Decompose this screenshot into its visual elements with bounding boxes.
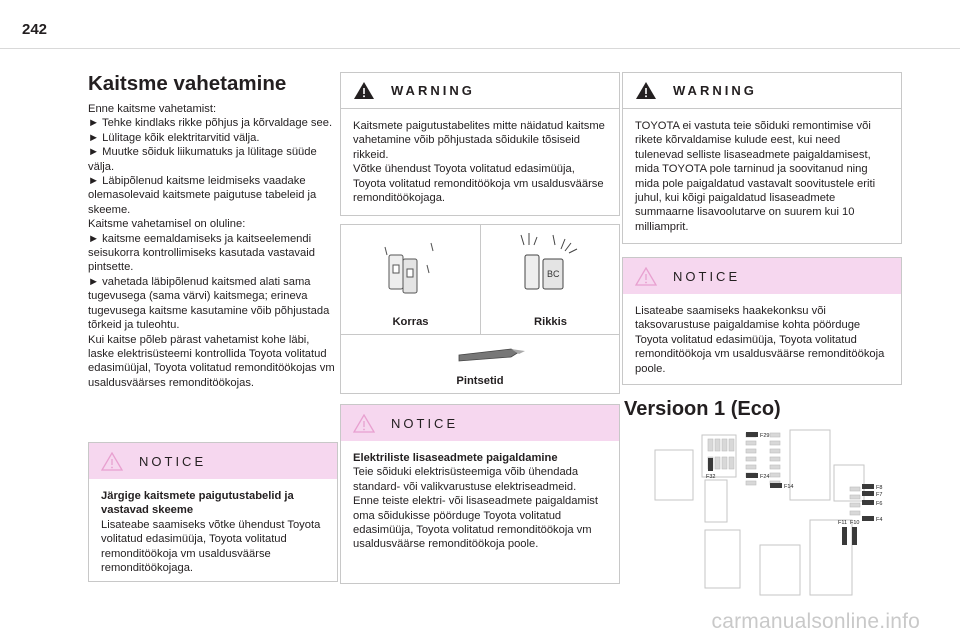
notice-body [89, 479, 337, 585]
fuse-illustration [340, 224, 620, 394]
warning-header [623, 73, 901, 109]
section-title: Kaitsme vahetamine [88, 72, 287, 95]
notice-header [623, 258, 901, 294]
notice-body [341, 441, 619, 562]
fuse-broken-cell [480, 225, 620, 334]
fuse-label: F6 [876, 501, 883, 507]
fuse-label: F32 [706, 474, 716, 480]
notice-label: NOTICE [139, 453, 207, 469]
fuse-f14 [770, 483, 782, 488]
bullet-item: ► Muutke sõiduk liikumatuks ja lülitage süüde välja. [88, 146, 317, 173]
bullet-item: ► kaitsme eemaldamiseks ja kaitseelemendi seisukorra kontrollimiseks kasutada vastavaid pintsette. [88, 232, 315, 274]
tweezers-caption: Pintsetid [456, 375, 504, 387]
notice-label: NOTICE [673, 268, 741, 284]
paragraph: Kaitsme vahetamisel on oluline: [88, 218, 246, 231]
notice-header [341, 405, 619, 441]
paragraph: Enne kaitsme vahetamist: [88, 103, 217, 115]
fuse-f10 [852, 527, 857, 545]
fuse-ok-cell [341, 225, 480, 334]
warning-triangle-icon [635, 81, 657, 100]
footer-watermark: carmanualsonline.info [711, 610, 920, 633]
fuse-label: F24 [760, 474, 770, 480]
caution-triangle-icon [101, 452, 123, 471]
notice-text: Lisateabe saamiseks haakekonksu või taksovarustuse paigaldamise kohta pöörduge Toyota volitatud edasimüüja, Toyota volitatud remonditöökoja vm usaldusväärse remonditöökoja poole. [635, 305, 885, 375]
notice-heading: Järgige kaitsmete paigutustabelid ja vastavad skeeme [101, 490, 294, 517]
warning-header [341, 73, 619, 109]
section-body [88, 102, 338, 390]
bullet-item: ► Lülitage kõik elektritarvitid välja. [88, 131, 260, 144]
notice-box [622, 257, 902, 385]
header-divider [0, 48, 960, 49]
fuse-ok-image [341, 225, 480, 315]
svg-text:BC: BC [547, 269, 560, 279]
fuse-f29 [746, 432, 758, 437]
fuse-label: F4 [876, 517, 883, 523]
caution-triangle-icon [353, 414, 375, 433]
fuse-label: F8 [876, 485, 883, 491]
fuse-f11 [842, 527, 847, 545]
notice-box [88, 442, 338, 582]
notice-label: NOTICE [391, 415, 459, 431]
warning-text: TOYOTA ei vastuta teie sõiduki remontimise või rikete kõrvaldamise kulude eest, kui need tulenevad selliste lisaseadmete paigaldamisest, mida TOYOTA pole tarninud ja soovitanud ning mida pole paigaldatud vastavalt soovitustele eriti juhul, kui kõigi paigaldatud lisaseadmete summaarne lisavoolutarve on suurem kui 10 milliamprit. [635, 120, 876, 233]
warning-triangle-icon [353, 81, 375, 100]
warning-box [622, 72, 902, 244]
fuse-broken-image [481, 225, 620, 315]
fuse-f4 [862, 516, 874, 521]
broken-caption: Rikkis [534, 316, 567, 328]
fuse-box-diagram [650, 425, 900, 600]
bullet-item: ► vahetada läbipõlenud kaitsmed alati sama tugevusega (sama värvi) kaitsmega; erineva tugevusega kaitsme kasutamine võib põhjustada tõrkeid ja tuleohtu. [88, 275, 330, 332]
notice-text: Lisateabe saamiseks võtke ühendust Toyota volitatud edasimüüja, Toyota volitatud remonditöökoja vm usaldusväärse remonditöökojaga. [101, 518, 321, 575]
warning-label: WARNING [391, 83, 475, 98]
notice-heading: Elektriliste lisaseadmete paigaldamine [353, 452, 558, 464]
fuse-label: F7 [876, 492, 883, 498]
caution-triangle-icon [635, 267, 657, 286]
page-number: 242 [22, 21, 48, 38]
fuse-f24 [746, 473, 758, 478]
warning-box [340, 72, 620, 216]
fuse-label: F11 [838, 520, 848, 526]
fuse-label: F10 [850, 520, 860, 526]
version-title: Versioon 1 (Eco) [624, 398, 781, 420]
fuse-f32 [708, 458, 713, 471]
bullet-item: ► Tehke kindlaks rikke põhjus ja kõrvaldage see. [88, 117, 333, 130]
warning-text: Kaitsmete paigutustabelites mitte näidatud kaitsme vahetamine võib põhjustada sõidukile tõsiseid rikkeid. Võtke ühendust Toyota volitatud edasimüüja, Toyota volitatud remonditöökoja vm usaldusväärse remonditöökojaga. [353, 120, 605, 205]
notice-box [340, 404, 620, 584]
warning-label: WARNING [673, 83, 757, 98]
fuse-f6 [862, 500, 874, 505]
paragraph: Kui kaitse põleb pärast vahetamist kohe läbi, laske elektrisüsteemi kontrollida Toyota volitatud edasimüüjal, Toyota volitatud remonditöökojas vm usaldusväärses remonditöökojas. [88, 333, 335, 389]
bullet-item: ► Läbipõlenud kaitsme leidmiseks vaadake olemasolevaid kaitsmete paigutuse tabeleid ja skeeme. [88, 175, 317, 216]
tweezers-cell [341, 335, 619, 393]
notice-header [89, 443, 337, 479]
notice-text: Teie sõiduki elektrisüsteemiga võib ühendada standard- või valikvarustuse elektriseadmeid. Enne teiste elektri- või lisaseadmete paigaldamist oma sõidukisse pöörduge Toyota volitatud edasimüüja, Toyota volitatud remonditöökoja vm usaldusväärse remonditöökoja poole. [353, 466, 599, 551]
fuse-f8 [862, 484, 874, 489]
fuse-f7 [862, 491, 874, 496]
fuse-comparison-row [341, 225, 619, 335]
fuse-replacement-section [88, 72, 338, 390]
ok-caption: Korras [392, 316, 429, 328]
fuse-label: F14 [784, 484, 794, 490]
fuse-label: F29 [760, 433, 770, 439]
tweezers-image [341, 335, 619, 373]
